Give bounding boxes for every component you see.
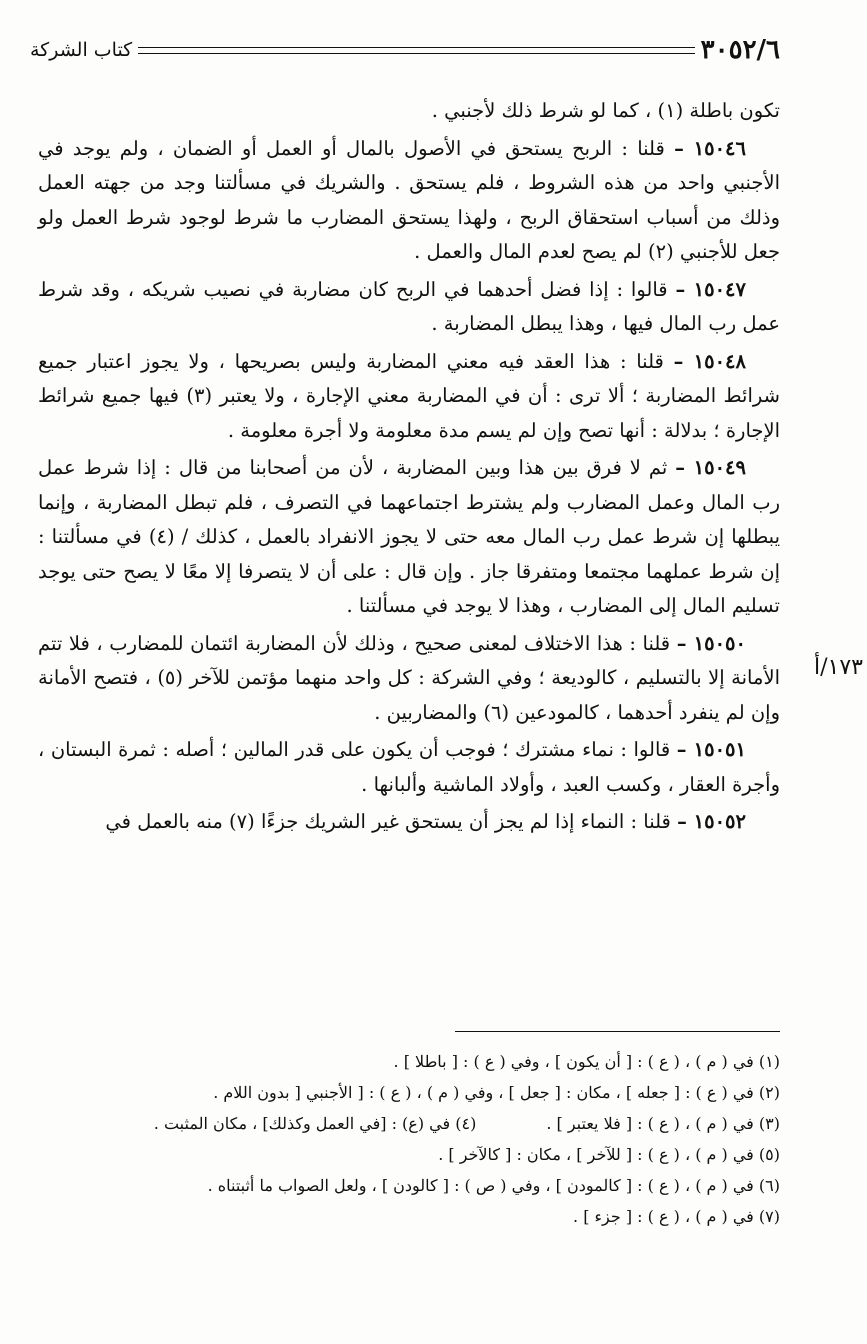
paragraph-text: ثم لا فرق بين هذا وبين المضاربة ، لأن من أصحابنا من قال : إذا شرط عمل رب المال وعمل المضارب ولم يشترط اجتماعهما في التصرف ، فلم تبطل المضاربة ، وإنما يبطلها إن شرط عمل رب المال معه حتى لا يجوز الانفراد بالعمل ، كذلك / (٤) في مسألتنا : إن شرط عملهما مجتمعا ومتفرقا جاز . وإن قال : على أن لا يتصرفا إلا معًا لا يصح حتى يوجد تسليم المال إلى المضارب ، وهذا لا يوجد في مسألتنا .: [38, 456, 780, 617]
paragraph-15051: [38, 733, 780, 802]
running-title: كتاب الشركة: [30, 39, 133, 61]
paragraph-15046: [38, 132, 780, 270]
footnote-1: (١) في ( م ) ، ( ع ) : [ أن يكون ] ، وفي ( ع ) : [ باطلا ] .: [393, 1052, 780, 1071]
paragraph-text: تكون باطلة (١) ، كما لو شرط ذلك لأجنبي .: [431, 99, 780, 122]
footnotes: [30, 1046, 780, 1232]
paragraph-text: قلنا : النماء إذا لم يجز أن يستحق غير الشريك جزءًا (٧) منه بالعمل في: [105, 810, 671, 833]
paragraph-text: قلنا : هذا العقد فيه معني المضاربة وليس بصريحها ، ولا يجوز اعتبار جميع شرائط المضاربة ؛ ألا ترى : أن في المضاربة معني الإجارة ، ولا يعتبر (٣) فيها جميع شرائط الإجارة ؛ بدلالة : أنها تصح وإن لم يسم مدة معلومة ولا أجرة معلومة .: [38, 349, 780, 442]
paragraph-15048: [38, 345, 780, 449]
paragraph-number: ١٥٠٤٦ –: [674, 136, 746, 160]
paragraph-text: قالوا : نماء مشترك ؛ فوجب أن يكون على قدر المالين ؛ أصله : ثمرة البستان ، وأجرة العقار ، وكسب العبد ، وأولاد الماشية وألبانها .: [38, 738, 780, 796]
footnote-5: (٥) في ( م ) ، ( ع ) : [ للآخر ] ، مكان : [ كالآخر ] .: [438, 1145, 780, 1164]
paragraph-number: ١٥٠٤٨ –: [673, 349, 747, 373]
footnote-2: (٢) في ( ع ) : [ جعله ] ، مكان : [ جعل ] ، وفي ( م ) ، ( ع ) : [ الأجنبي [ بدون اللام .: [213, 1083, 780, 1102]
paragraph-text: قلنا : هذا الاختلاف لمعنى صحيح ، وذلك لأن المضاربة ائتمان للمضارب ، فلا تتم الأمانة إلا بالتسليم ، كالوديعة ؛ وفي الشركة : كل واحد منهما مؤتمن للآخر (٥) ، فتصح الأمانة وإن لم ينفرد أحدهما ، كالمودعين (٦) والمضاربين .: [38, 631, 780, 724]
main-text: [38, 94, 780, 843]
footnote-7: (٧) في ( م ) ، ( ع ) : [ جزء ] .: [573, 1207, 780, 1226]
footnote-row-3-4: [30, 1108, 780, 1139]
paragraph-15047: [38, 273, 780, 342]
footnote-separator: [455, 1031, 780, 1032]
paragraph-15049: [38, 451, 780, 624]
manuscript-folio-marker: ١٧٣/أ: [814, 655, 863, 680]
paragraph-15050: [38, 627, 780, 731]
paragraph-number: ١٥٠٤٩ –: [675, 456, 746, 479]
paragraph-number: ١٥٠٥١ –: [676, 738, 746, 761]
footnote-4: (٤) في (ع) : [في العمل وكذلك] ، مكان المثبت .: [153, 1114, 477, 1133]
paragraph-text: قلنا : الربح يستحق في الأصول بالمال أو العمل أو الضمان ، ولم يوجد في الأجنبي واحد من هذه الشروط ، فلم يستحق . والشريك في مسألتنا وجد من جهته العمل وذلك من أسباب استحقاق الربح ، ولهذا يستحق المضارب ما شرط لوجود شرط العمل ولو جعل للأجنبي (٢) لم يصح لعدم المال والعمل .: [38, 136, 780, 263]
footnote-3: (٣) في ( م ) ، ( ع ) : [ فلا يعتبر ] .: [546, 1114, 780, 1133]
paragraph-number: ١٥٠٥٢ –: [677, 810, 746, 833]
footnote-6: (٦) في ( م ) ، ( ع ) : [ كالمودن ] ، وفي ( ص ) : [ كالودن ] ، ولعل الصواب ما أثبتناه .: [207, 1176, 780, 1195]
paragraph-text: قالوا : إذا فضل أحدهما في الربح كان مضاربة في نصيب شريكه ، وقد شرط عمل رب المال فيها ، وهذا يبطل المضاربة .: [38, 277, 780, 335]
page-header: [30, 30, 780, 70]
paragraph-15052: [38, 805, 780, 840]
header-rule: [138, 47, 694, 54]
paragraph-continuation: [38, 94, 780, 129]
page-number: ٣٠٥٢/٦: [700, 35, 780, 65]
paragraph-number: ١٥٠٤٧ –: [675, 277, 747, 301]
paragraph-number: ١٥٠٥٠ –: [676, 631, 747, 655]
